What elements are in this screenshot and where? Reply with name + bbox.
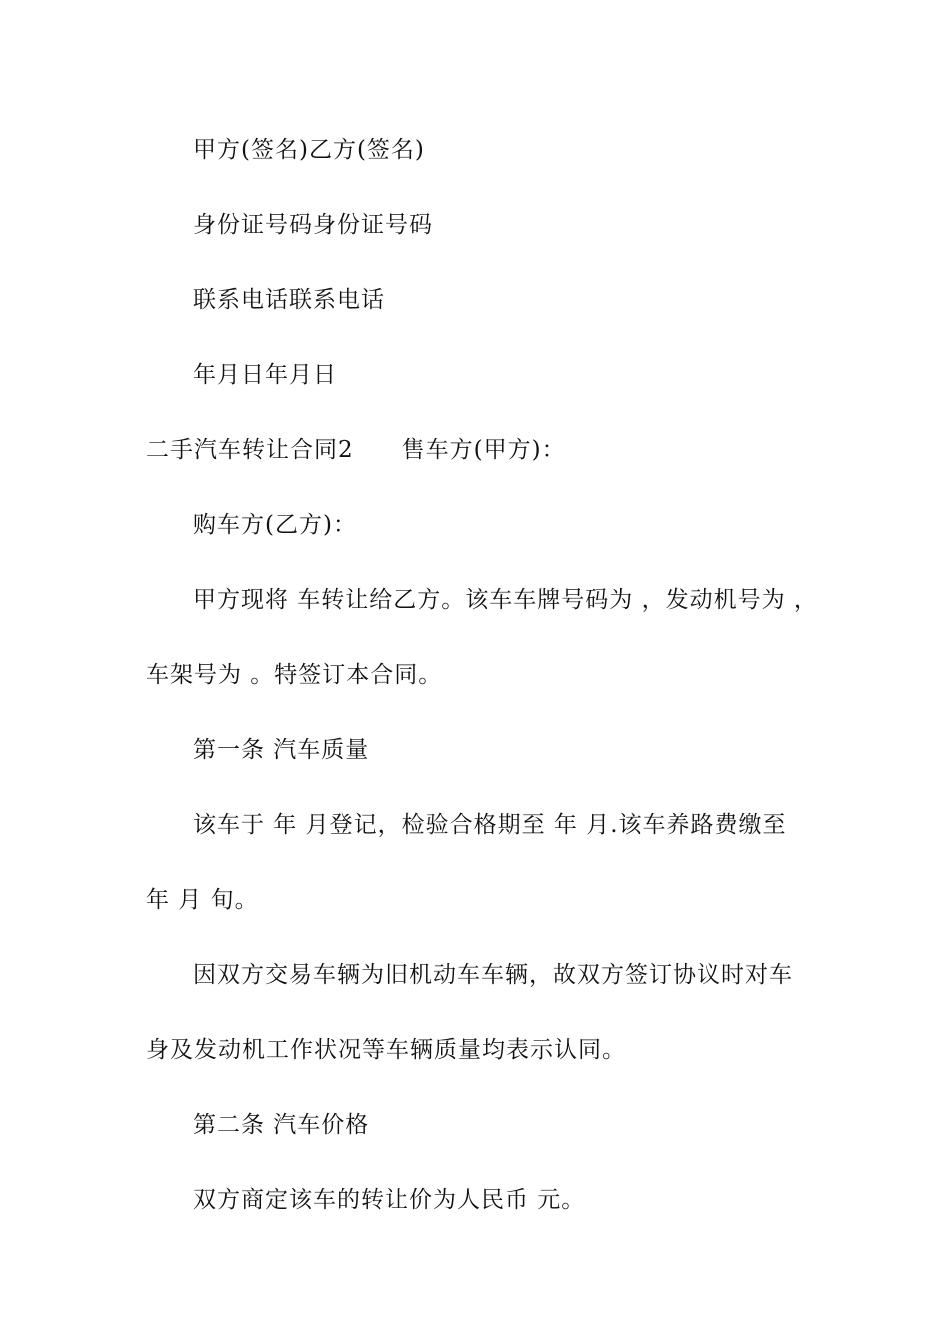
- quality-clause-line-4: 身及发动机工作状况等车辆质量均表示认同。: [146, 1037, 626, 1063]
- quality-clause-line-1: 该车于 年 月登记，检验合格期至 年 月.该车养路费缴至: [193, 812, 787, 838]
- article-one-heading: 第一条 汽车质量: [193, 737, 370, 763]
- quality-clause-line-3: 因双方交易车辆为旧机动车车辆，故双方签订协议时对车: [193, 962, 793, 988]
- transfer-clause-line-2: 车架号为 。特签订本合同。: [146, 662, 443, 688]
- article-two-heading: 第二条 汽车价格: [193, 1112, 370, 1138]
- buyer-line: 购车方(乙方)：: [193, 512, 357, 538]
- contract-title-seller-line: 二手汽车转让合同2 售车方(甲方)：: [146, 437, 566, 463]
- phone-line: 联系电话联系电话: [193, 287, 385, 313]
- signature-line: 甲方(签名)乙方(签名): [193, 137, 425, 163]
- quality-clause-line-2: 年 月 旬。: [146, 887, 259, 913]
- price-clause-line: 双方商定该车的转让价为人民币 元。: [193, 1187, 586, 1213]
- id-number-line: 身份证号码身份证号码: [193, 212, 433, 238]
- transfer-clause-line-1: 甲方现将 车转让给乙方。该车车牌号码为 ，发动机号为 ，: [193, 587, 818, 613]
- date-line: 年月日年月日: [193, 362, 337, 388]
